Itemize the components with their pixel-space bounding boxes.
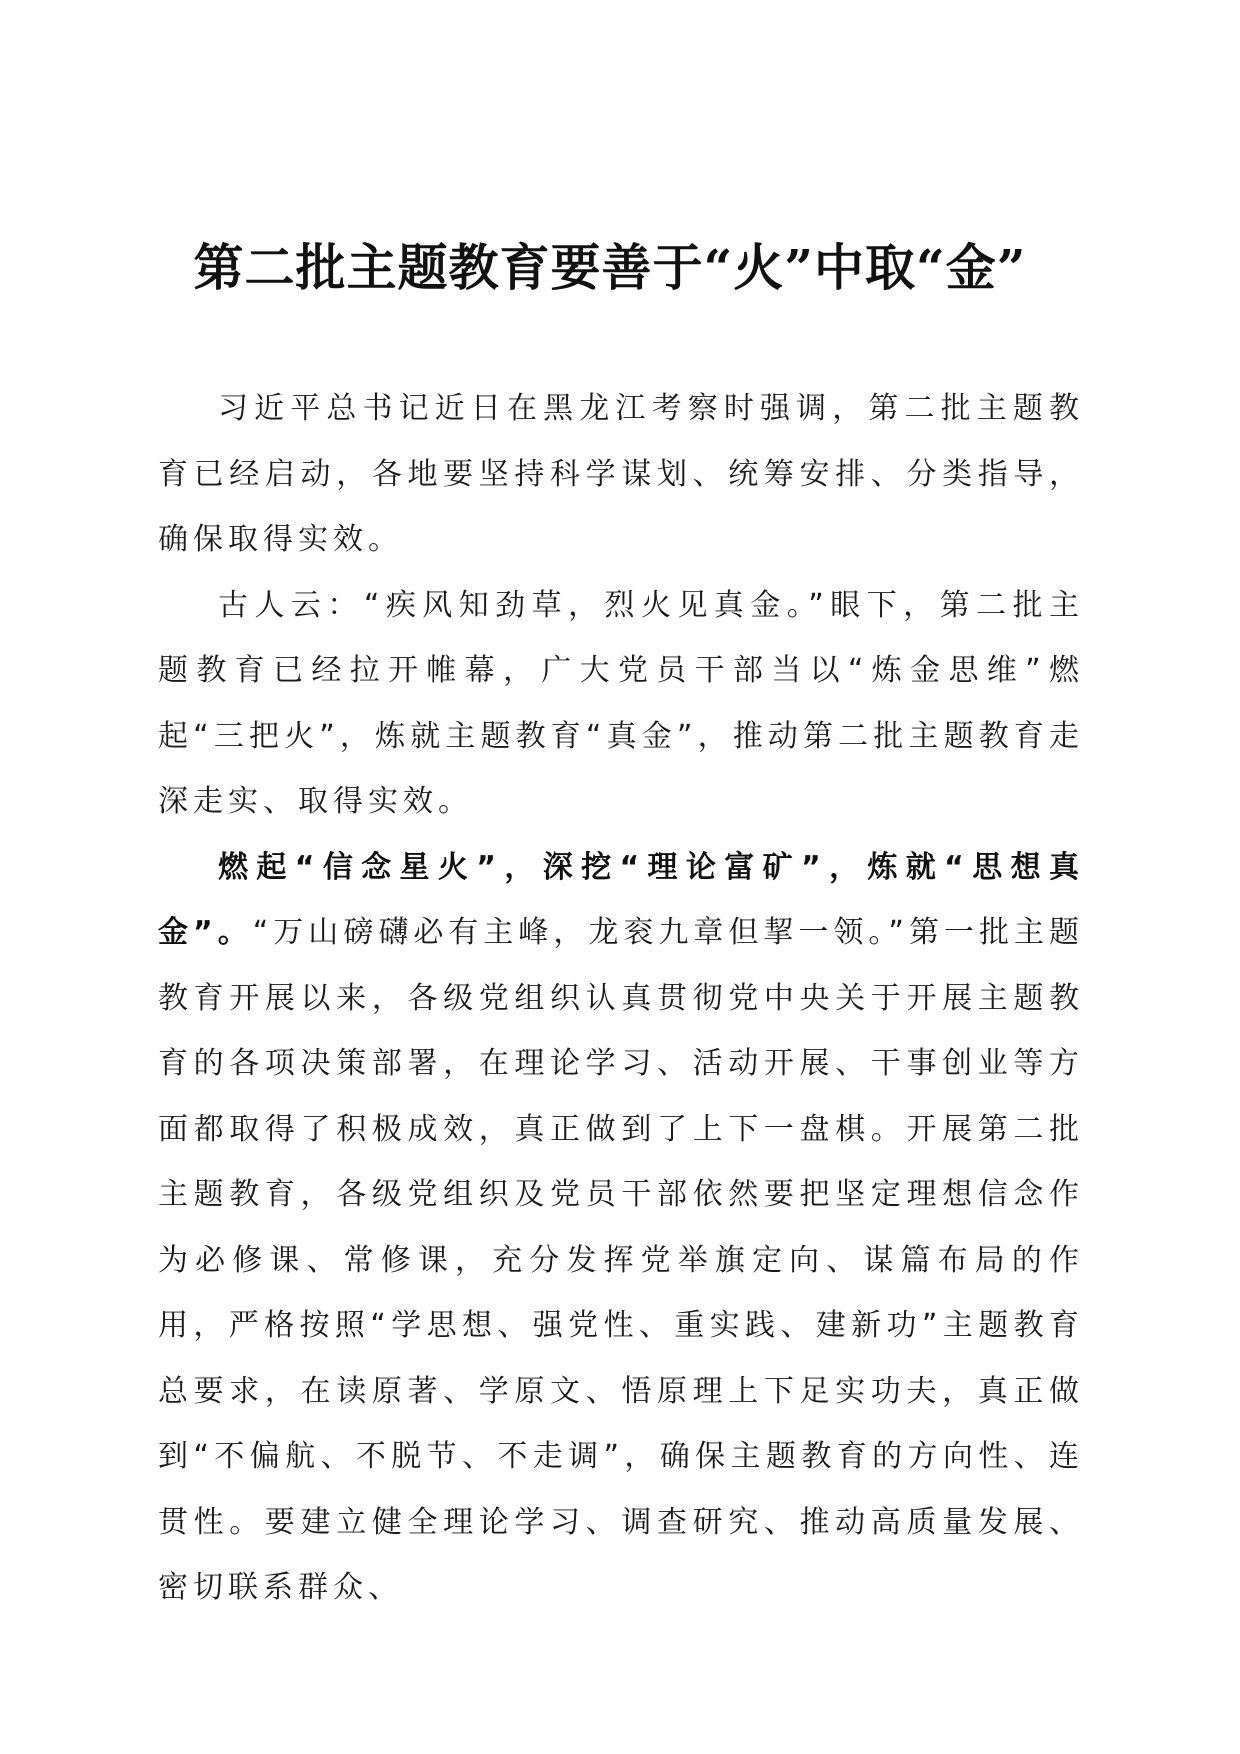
paragraph-3-lead: 燃起“信念星火”，深挖“理论富矿”，炼就“思想真金”。 bbox=[158, 849, 1084, 950]
paragraph-2-text: 古人云：“疾风知劲草，烈火见真金。”眼下，第二批主题教育已经拉开帷幕，广大党员干部当以“炼金思维”燃起“三把火”，炼就主题教育“真金”，推动第二批主题教育走深走实、取得实效。 bbox=[158, 587, 1084, 819]
document-title: 第二批主题教育要善于“火”中取“金” bbox=[193, 238, 1027, 297]
paragraph-3-text: “万山磅礴必有主峰，龙衮九章但挈一领。”第一批主题教育开展以来，各级党组织认真贯彻党中央关于开展主题教育的各项决策部署，在理论学习、活动开展、干事创业等方面都取得了积极成效，真正做到了上下一盘棋。开展第二批主题教育，各级党组织及党员干部依然要把坚定理想信念作为必修课、常修课，充分发挥党举旗定向、谋篇布局的作用，严格按照“学思想、强党性、重实践、建新功”主题教育总要求，在读原著、学原文、悟原理上下足实功夫，真正做到“不偏航、不脱节、不走调”，确保主题教育的方向性、连贯性。要建立健全理论学习、调查研究、推动高质量发展、密切联系群众、 bbox=[158, 915, 1084, 1605]
paragraph-1 bbox=[158, 376, 1084, 573]
paragraph-1-text: 习近平总书记近日在黑龙江考察时强调，第二批主题教育已经启动，各地要坚持科学谋划、统筹安排、分类指导，确保取得实效。 bbox=[158, 391, 1084, 557]
document-body bbox=[158, 376, 1084, 1621]
paragraph-3 bbox=[158, 835, 1084, 1621]
paragraph-2 bbox=[158, 573, 1084, 835]
